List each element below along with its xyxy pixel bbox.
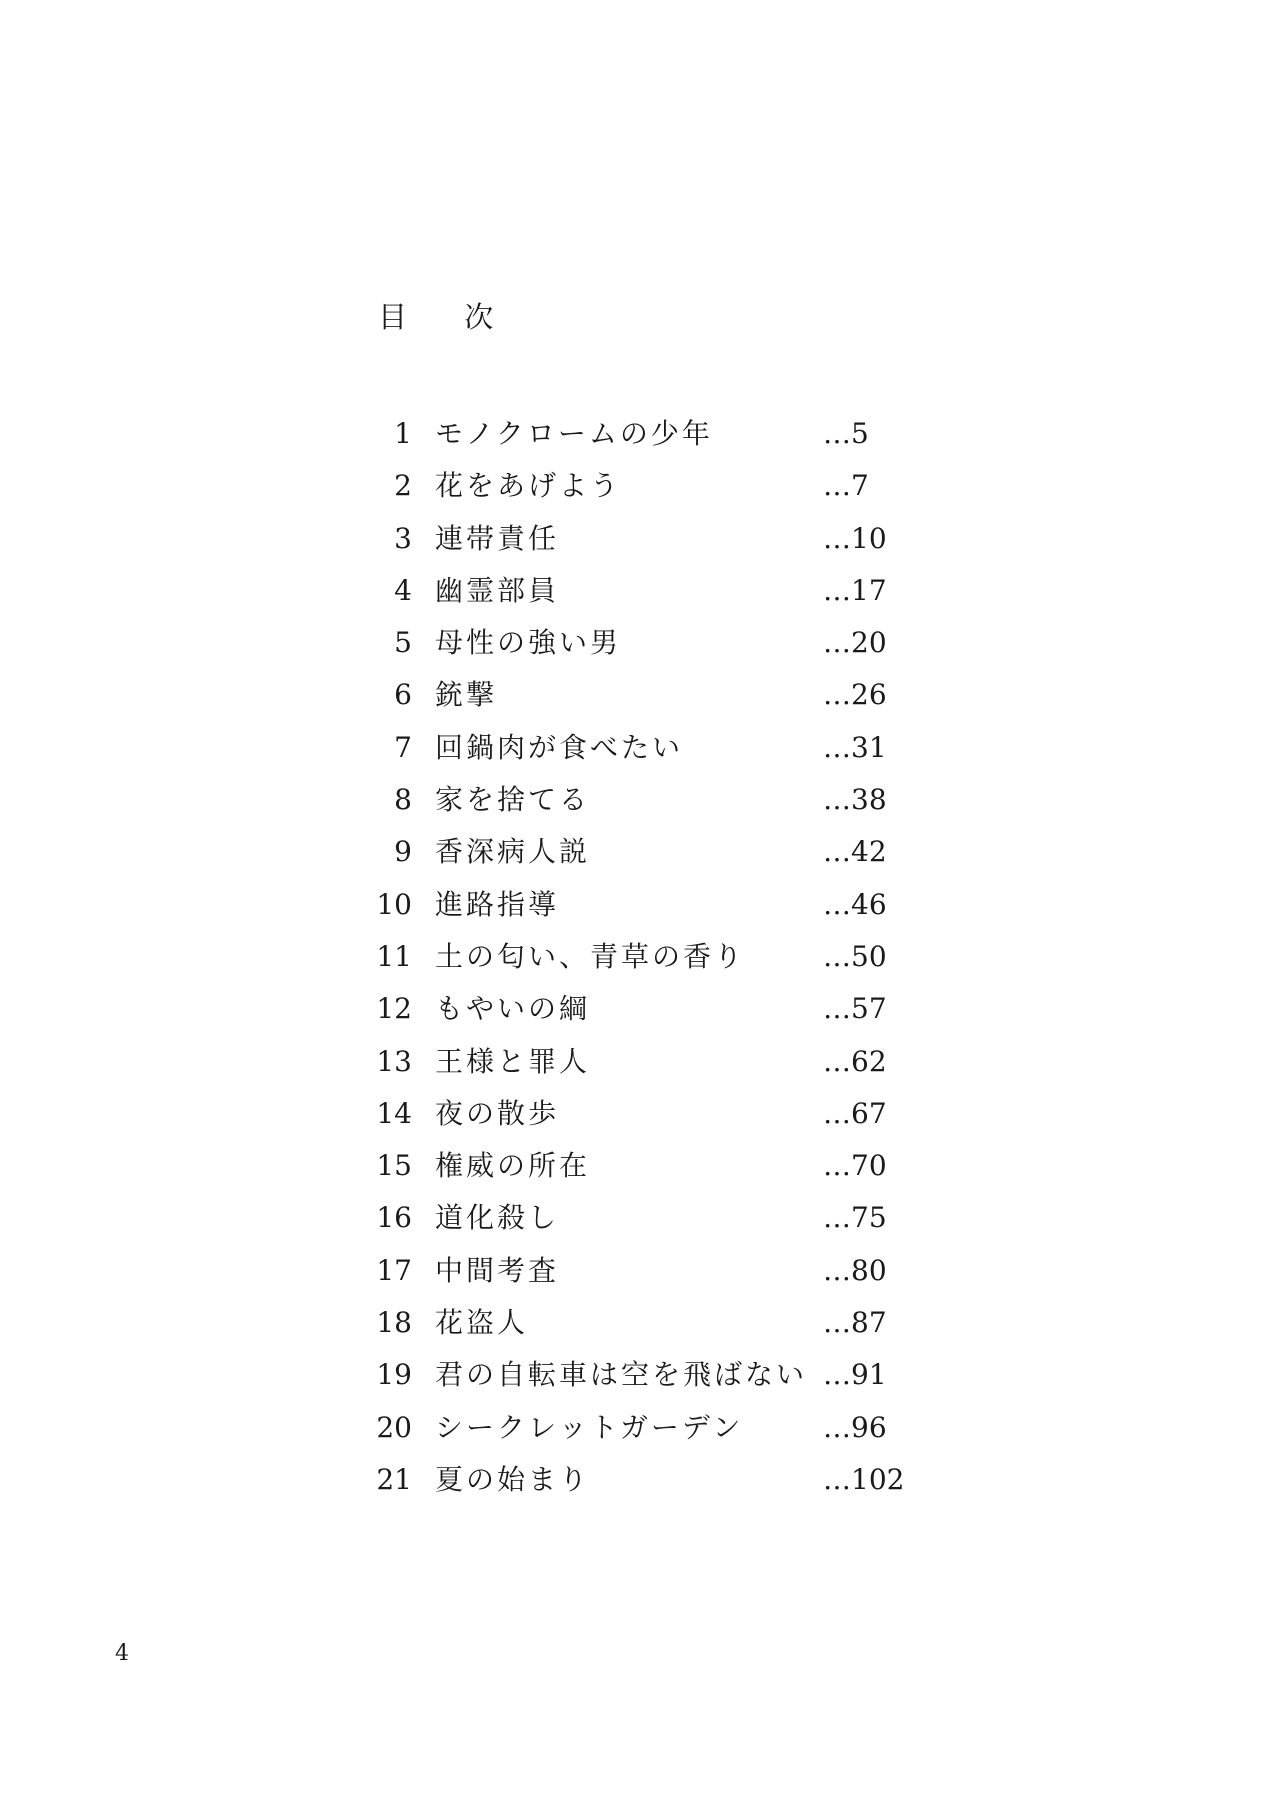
toc-entry-title: 君の自転車は空を飛ばない [435,1358,808,1392]
toc-entry-number: 7 [394,730,412,764]
toc-entry-title: 権威の所在 [435,1149,591,1183]
page-number: 4 [115,1641,129,1666]
toc-entry-number: 21 [376,1462,412,1496]
toc-entry-number: 15 [376,1149,412,1183]
toc-entry-number: 5 [394,626,412,660]
toc-list [370,408,930,1506]
toc-entry-number: 11 [376,939,412,973]
toc-entry-page: …17 [823,573,887,607]
toc-entry-page: …62 [823,1044,887,1078]
toc-entry-page: …5 [823,417,869,450]
toc-entry-page: …31 [823,730,887,764]
toc-entry-page: …67 [823,1096,887,1130]
toc-entry-title: 花をあげよう [435,469,622,503]
toc-entry-number: 19 [376,1358,412,1392]
toc-entry-page: …75 [823,1201,887,1235]
toc-entry-title: もやいの綱 [435,992,591,1026]
toc-entry-number: 18 [376,1306,412,1340]
toc-entry-page: …80 [823,1253,887,1287]
toc-entry-title: 中間考査 [435,1253,560,1287]
toc-entry-number: 17 [376,1253,412,1287]
toc-entry-number: 13 [376,1044,412,1078]
toc-entry [370,1245,930,1297]
toc-entry-title: 母性の強い男 [435,626,622,660]
toc-entry-title: モノクロームの少年 [435,417,713,450]
toc-entry [370,1297,930,1349]
toc-entry-number: 1 [394,417,412,450]
toc-entry-number: 10 [376,887,412,921]
toc-entry-number: 8 [394,783,412,817]
toc-entry [370,1402,930,1454]
toc-entry-page: …102 [823,1462,905,1496]
toc-entry [370,1192,930,1244]
toc-entry-page: …26 [823,678,887,712]
toc-entry-page: …38 [823,783,887,817]
toc-entry-page: …96 [823,1410,887,1444]
toc-entry-number: 14 [376,1096,412,1130]
toc-entry [370,669,930,721]
toc-entry [370,1349,930,1401]
toc-entry [370,513,930,565]
toc-entry [370,774,930,826]
toc-entry-page: …10 [823,521,887,555]
toc-entry-title: 連帯責任 [435,521,560,555]
toc-entry [370,879,930,931]
toc-entry-title: 香深病人説 [435,835,591,869]
toc-entry-title: 夜の散歩 [435,1096,560,1130]
toc-entry-number: 16 [376,1201,412,1235]
toc-entry-title: 家を捨てる [435,783,591,817]
toc-entry [370,931,930,983]
toc-entry-title: 道化殺し [435,1201,560,1235]
toc-entry-number: 2 [394,469,412,503]
toc-entry [370,408,930,460]
toc-entry-title: 土の匂い、青草の香り [435,939,746,973]
toc-entry [370,1088,930,1140]
toc-entry-page: …70 [823,1149,887,1183]
toc-entry [370,722,930,774]
toc-entry-title: 回鍋肉が食べたい [435,730,684,764]
toc-entry-title: 銃撃 [435,678,498,712]
toc-entry-title: 王様と罪人 [435,1044,591,1078]
toc-entry-page: …7 [823,469,869,503]
toc-entry-page: …46 [823,887,887,921]
toc-entry-page: …20 [823,626,887,660]
toc-entry [370,565,930,617]
toc-entry [370,460,930,512]
toc-entry [370,1140,930,1192]
toc-entry-title: 夏の始まり [435,1462,591,1496]
toc-entry-number: 6 [394,678,412,712]
toc-entry-number: 9 [394,835,412,869]
toc-entry-title: シークレットガーデン [435,1410,744,1444]
toc-entry-number: 12 [376,992,412,1026]
toc-entry-number: 20 [376,1410,412,1444]
toc-entry [370,826,930,878]
toc-entry-title: 花盗人 [435,1306,529,1340]
toc-entry [370,617,930,669]
toc-entry [370,1454,930,1506]
toc-title: 目 次 [378,300,518,334]
toc-entry-page: …91 [823,1358,887,1392]
toc-entry-number: 4 [394,573,412,607]
toc-entry-page: …50 [823,939,887,973]
toc-entry [370,983,930,1035]
toc-entry [370,1036,930,1088]
toc-entry-title: 進路指導 [435,887,560,921]
toc-entry-page: …57 [823,992,887,1026]
toc-entry-page: …42 [823,835,887,869]
toc-entry-number: 3 [394,521,412,555]
toc-entry-title: 幽霊部員 [435,573,560,607]
toc-entry-page: …87 [823,1306,887,1340]
